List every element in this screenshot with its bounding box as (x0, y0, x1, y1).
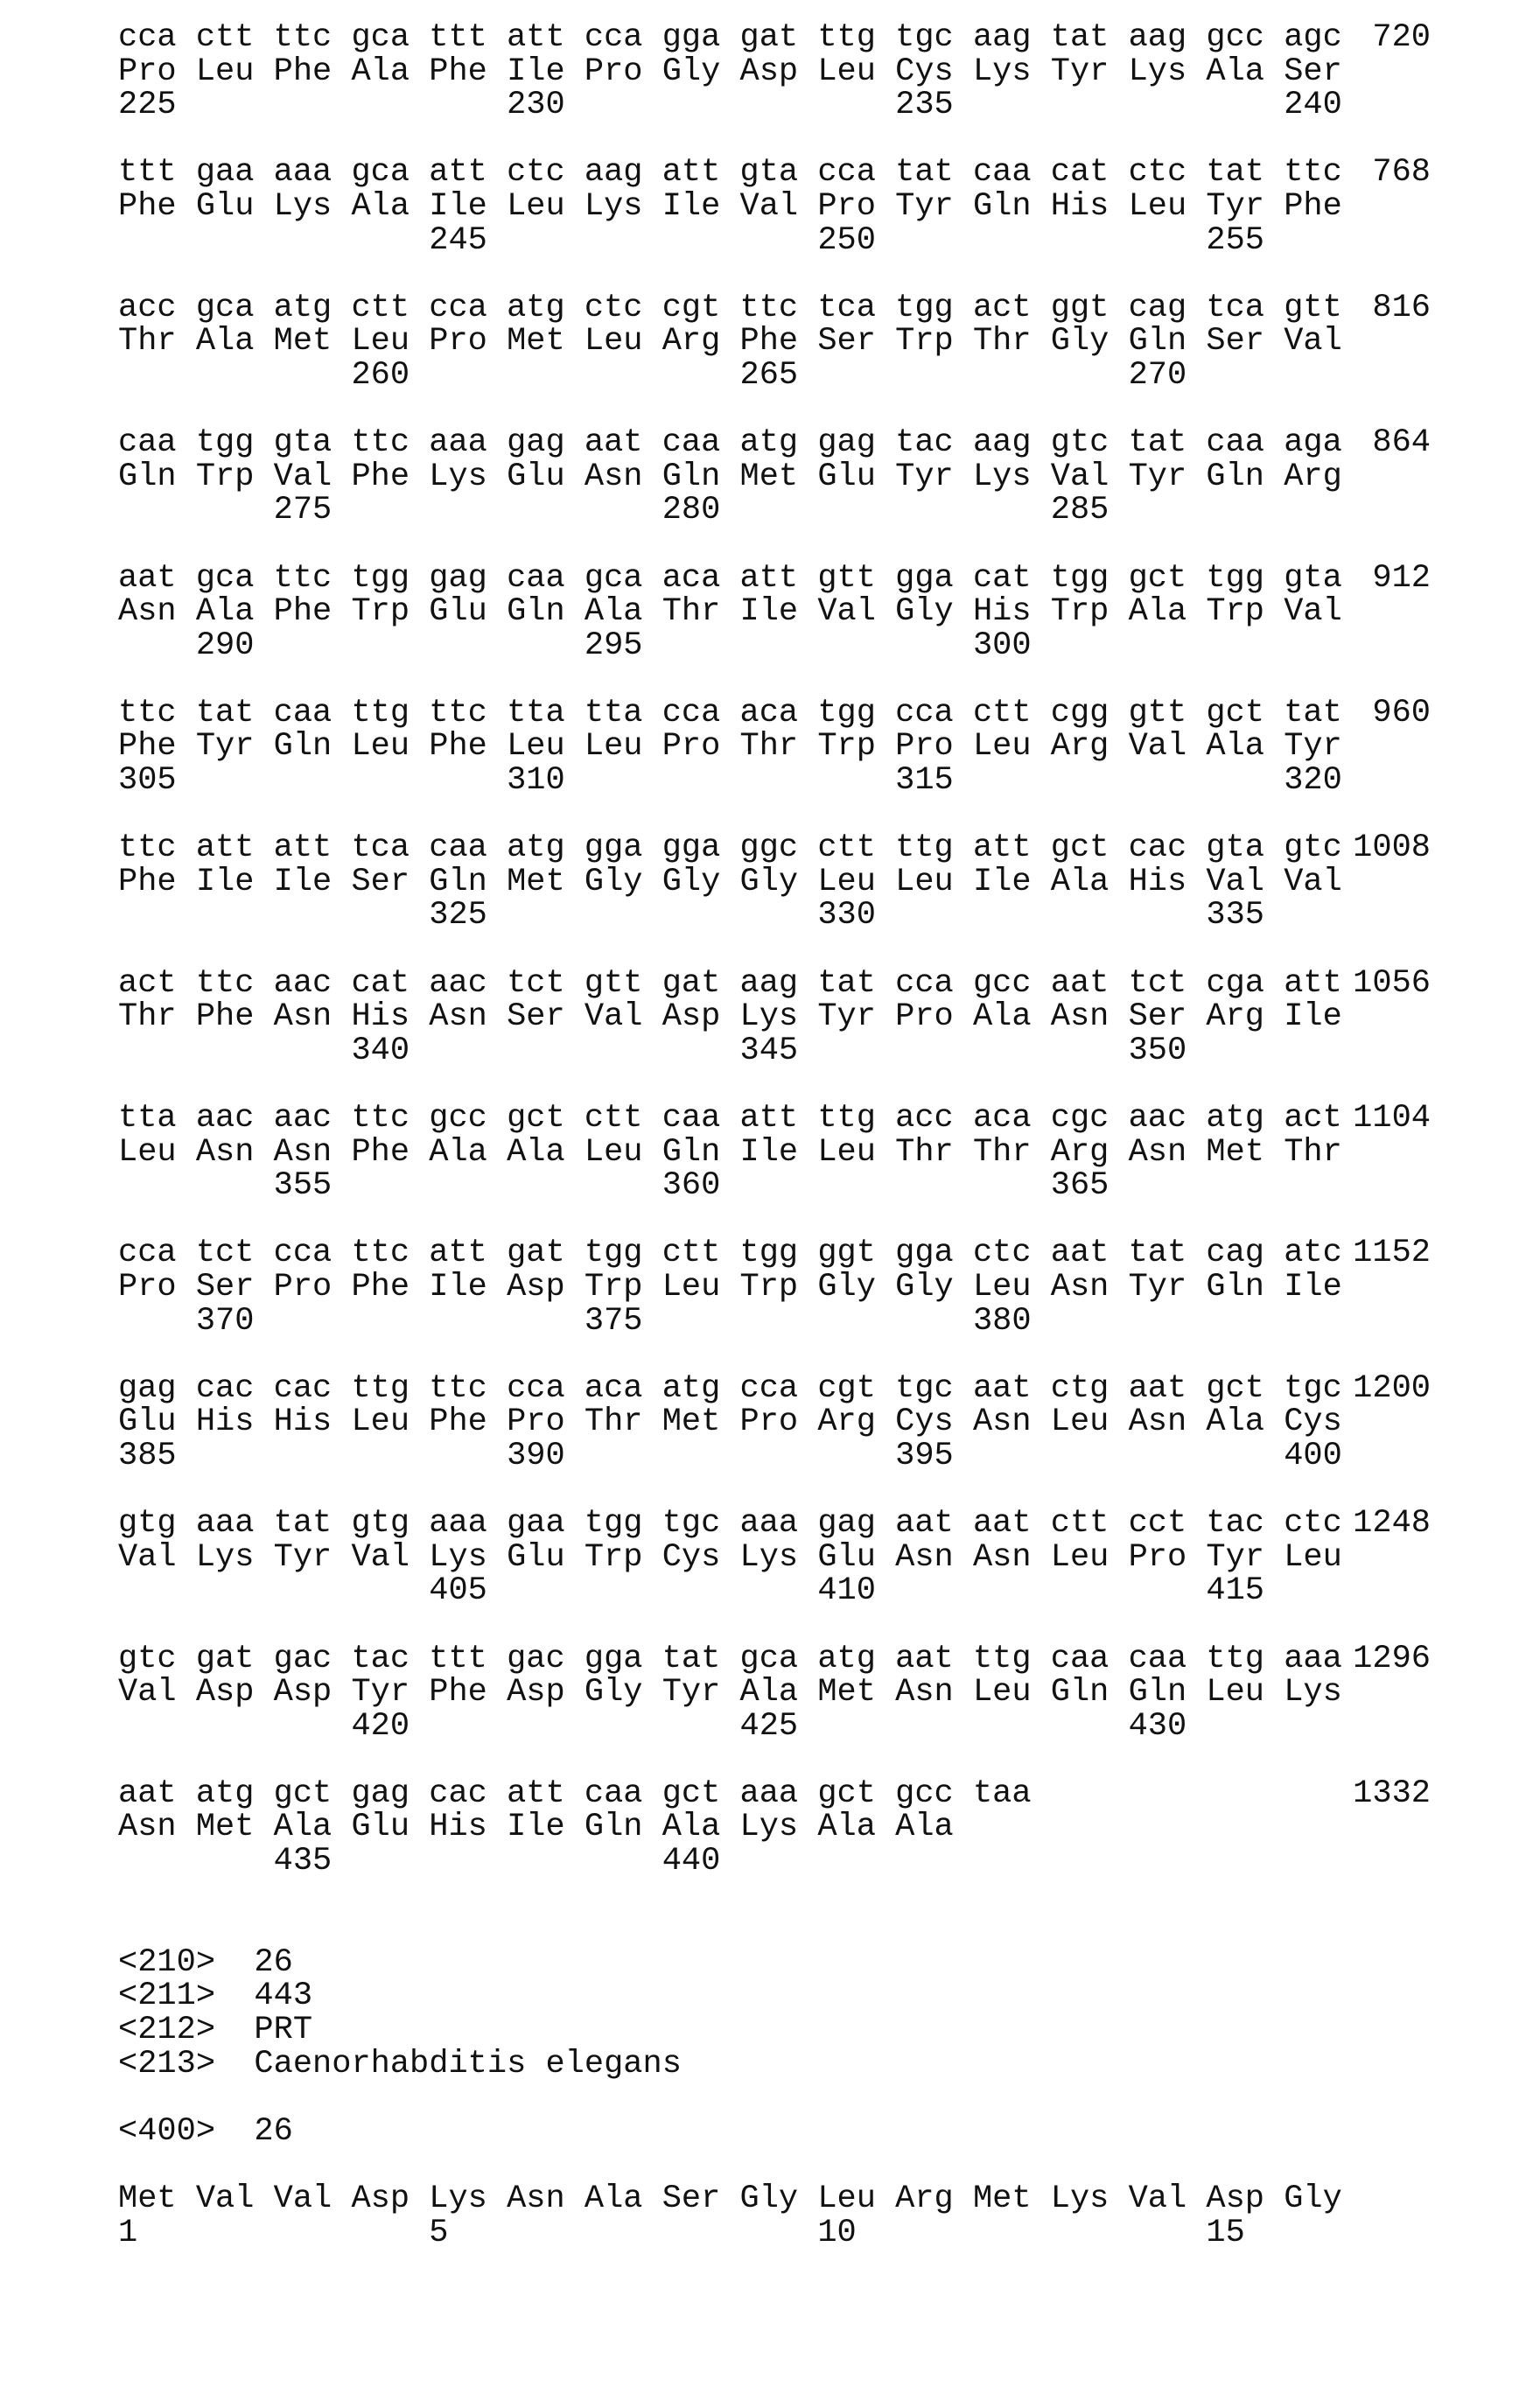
residue-number-line: 290 295 300 (118, 629, 1431, 663)
amino-acid-line: Met Val Val Asp Lys Asn Ala Ser Gly Leu Arg Met Lys Val Asp Gly (118, 2182, 1431, 2216)
nucleotide-position: 768 (1372, 156, 1431, 190)
residue-number-line: 370 375 380 (118, 1305, 1431, 1339)
codons: gag cac cac ttg ttc cca aca atg cca cgt tgc aat ctg aat gct tgc (118, 1370, 1342, 1407)
codons: ttc tat caa ttg ttc tta tta cca aca tgg cca ctt cgg gtt gct tat (118, 695, 1342, 732)
blank-line (118, 662, 1431, 696)
nucleotide-position: 720 (1372, 21, 1431, 55)
blank-line (118, 1743, 1431, 1777)
nucleotide-position: 1104 (1353, 1102, 1431, 1136)
metadata-field: <213> Caenorhabditis elegans (118, 2048, 1431, 2082)
nucleotide-position: 960 (1372, 696, 1431, 731)
amino-acid-line: Val Lys Tyr Val Lys Glu Trp Cys Lys Glu Asn Asn Leu Pro Tyr Leu (118, 1541, 1431, 1575)
nucleotide-line (118, 1372, 1431, 1406)
nucleotide-position: 1056 (1353, 967, 1431, 1001)
blank-line (118, 2148, 1431, 2182)
nucleotide-line (118, 696, 1431, 731)
residue-number-line: 435 440 (118, 1844, 1431, 1879)
amino-acid-line: Gln Trp Val Phe Lys Glu Asn Gln Met Glu Tyr Lys Val Tyr Gln Arg (118, 460, 1431, 494)
nucleotide-position: 1152 (1353, 1236, 1431, 1270)
blank-line (118, 798, 1431, 832)
nucleotide-position: 1248 (1353, 1507, 1431, 1541)
amino-acid-line: Thr Phe Asn His Asn Ser Val Asp Lys Tyr Pro Ala Asn Ser Arg Ile (118, 1000, 1431, 1034)
nucleotide-line (118, 1102, 1431, 1136)
codons: tta aac aac ttc gcc gct ctt caa att ttg acc aca cgc aac atg act (118, 1100, 1342, 1137)
amino-acid-line: Phe Glu Lys Ala Ile Leu Lys Ile Val Pro Tyr Gln His Leu Tyr Phe (118, 190, 1431, 224)
amino-acid-line: Thr Ala Met Leu Pro Met Leu Arg Phe Ser Trp Thr Gly Gln Ser Val (118, 325, 1431, 359)
metadata-field: <212> PRT (118, 2013, 1431, 2048)
residue-number-line: 385 390 395 400 (118, 1439, 1431, 1474)
nucleotide-line (118, 426, 1431, 460)
nucleotide-position: 1332 (1353, 1777, 1431, 1811)
codons: gtc gat gac tac ttt gac gga tat gca atg aat ttg caa caa ttg aaa (118, 1641, 1342, 1677)
codons: acc gca atg ctt cca atg ctc cgt ttc tca tgg act ggt cag tca gtt (118, 290, 1342, 326)
amino-acid-line: Pro Ser Pro Phe Ile Asp Trp Leu Trp Gly Gly Leu Asn Tyr Gln Ile (118, 1270, 1431, 1305)
nucleotide-line (118, 156, 1431, 190)
amino-acid-line: Phe Tyr Gln Leu Phe Leu Leu Pro Thr Trp Pro Leu Arg Val Ala Tyr (118, 730, 1431, 764)
nucleotide-position: 1200 (1353, 1372, 1431, 1406)
residue-number-line: 245 250 255 (118, 224, 1431, 258)
residue-number-line: 225 230 235 240 (118, 88, 1431, 122)
amino-acid-line: Asn Met Ala Glu His Ile Gln Ala Lys Ala Ala (118, 1810, 1431, 1844)
residue-number-line: 275 280 285 (118, 494, 1431, 528)
nucleotide-position: 864 (1372, 426, 1431, 460)
amino-acid-line: Phe Ile Ile Ser Gln Met Gly Gly Gly Leu Leu Ile Ala His Val Val (118, 865, 1431, 900)
residue-number-line: 325 330 335 (118, 899, 1431, 933)
residue-number-line: 305 310 315 320 (118, 764, 1431, 798)
codons: ttc att att tca caa atg gga gga ggc ctt ttg att gct cac gta gtc (118, 830, 1342, 866)
nucleotide-line (118, 1236, 1431, 1270)
blank-line (118, 2081, 1431, 2115)
codons: cca ctt ttc gca ttt att cca gga gat ttg tgc aag tat aag gcc agc (118, 19, 1342, 56)
codons: gtg aaa tat gtg aaa gaa tgg tgc aaa gag aat aat ctt cct tac ctc (118, 1505, 1342, 1542)
blank-line (118, 1608, 1431, 1642)
amino-acid-line: Glu His His Leu Phe Pro Thr Met Pro Arg Cys Asn Leu Asn Ala Cys (118, 1405, 1431, 1439)
codons: cca tct cca ttc att gat tgg ctt tgg ggt gga ctc aat tat cag atc (118, 1235, 1342, 1271)
blank-line (118, 1338, 1431, 1372)
blank-line (118, 393, 1431, 427)
residue-number-line: 420 425 430 (118, 1710, 1431, 1744)
blank-line (118, 1068, 1431, 1102)
residue-number-line: 405 410 415 (118, 1574, 1431, 1608)
nucleotide-line (118, 1777, 1431, 1811)
sequence-id: <400> 26 (118, 2115, 1431, 2149)
blank-line (118, 257, 1431, 291)
nucleotide-position: 912 (1372, 562, 1431, 596)
blank-line (118, 1879, 1431, 1913)
residue-number-line: 355 360 365 (118, 1169, 1431, 1203)
nucleotide-line (118, 562, 1431, 596)
amino-acid-line: Leu Asn Asn Phe Ala Ala Leu Gln Ile Leu Thr Thr Arg Asn Met Thr (118, 1136, 1431, 1170)
nucleotide-line (118, 1507, 1431, 1541)
nucleotide-line (118, 831, 1431, 865)
amino-acid-line: Asn Ala Phe Trp Glu Gln Ala Thr Ile Val Gly His Trp Ala Trp Val (118, 595, 1431, 629)
nucleotide-position: 1296 (1353, 1642, 1431, 1676)
residue-number-line: 260 265 270 (118, 359, 1431, 393)
blank-line (118, 122, 1431, 157)
codons: caa tgg gta ttc aaa gag aat caa atg gag tac aag gtc tat caa aga (118, 424, 1342, 461)
codons: act ttc aac cat aac tct gtt gat aag tat cca gcc aat tct cga att (118, 965, 1342, 1002)
codons: aat gca ttc tgg gag caa gca aca att gtt gga cat tgg gct tgg gta (118, 560, 1342, 597)
residue-number-line: 1 5 10 15 (118, 2216, 1431, 2250)
residue-number-line: 340 345 350 (118, 1034, 1431, 1068)
codons: aat atg gct gag cac att caa gct aaa gct gcc taa (118, 1775, 1032, 1812)
codons: ttt gaa aaa gca att ctc aag att gta cca tat caa cat ctc tat ttc (118, 154, 1342, 191)
blank-line (118, 1203, 1431, 1237)
nucleotide-line (118, 291, 1431, 326)
sequence-listing (118, 21, 1431, 2250)
metadata-field: <211> 443 (118, 1979, 1431, 2013)
nucleotide-line (118, 967, 1431, 1001)
amino-acid-line: Pro Leu Phe Ala Phe Ile Pro Gly Asp Leu Cys Lys Tyr Lys Ala Ser (118, 55, 1431, 89)
nucleotide-line (118, 21, 1431, 55)
blank-line (118, 1474, 1431, 1508)
amino-acid-line: Val Asp Asp Tyr Phe Asp Gly Tyr Ala Met Asn Leu Gln Gln Leu Lys (118, 1676, 1431, 1710)
nucleotide-position: 1008 (1353, 831, 1431, 865)
nucleotide-line (118, 1642, 1431, 1676)
blank-line (118, 1912, 1431, 1946)
blank-line (118, 528, 1431, 562)
metadata-field: <210> 26 (118, 1946, 1431, 1980)
nucleotide-position: 816 (1372, 291, 1431, 326)
blank-line (118, 933, 1431, 967)
